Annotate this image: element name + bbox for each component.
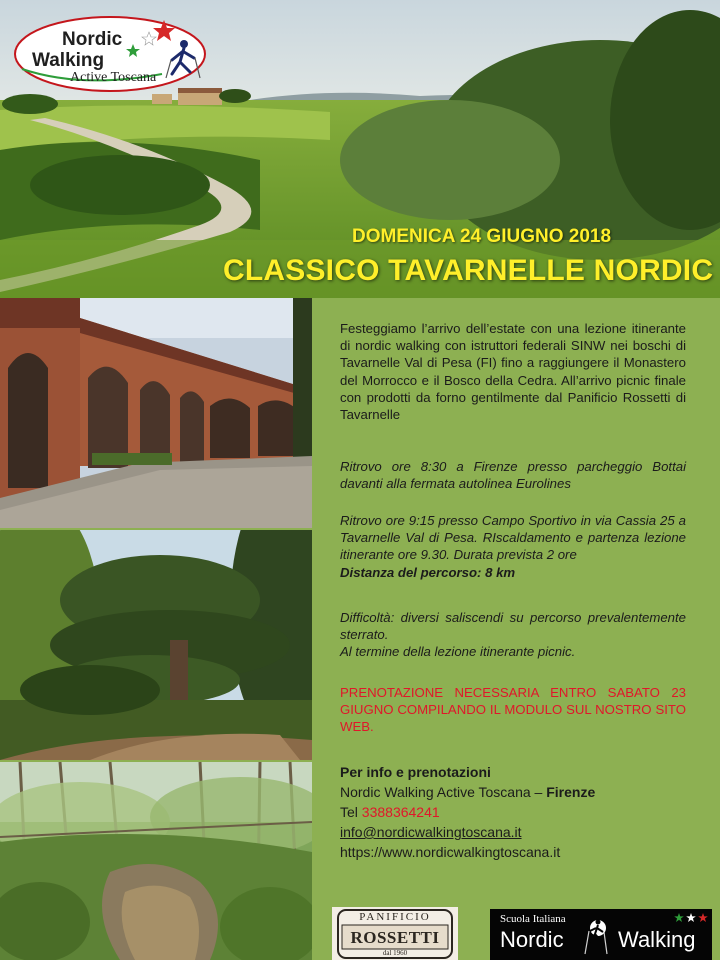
contact-phone [340, 802, 686, 822]
walker-icon [576, 914, 616, 958]
woodland-stream-photo [0, 762, 312, 960]
tricolor-stars-icon [674, 913, 710, 923]
scuola-italiana-nordic-walking-logo [490, 909, 712, 960]
logo-text-walking: Walking [32, 50, 105, 71]
website-url[interactable]: https://www.nordicwalkingtoscana.it [340, 844, 561, 860]
meeting-point-florence: Ritrovo ore 8:30 a Firenze presso parcheggio Bottai davanti alla fermata autolinea Eurolines [340, 459, 686, 492]
monastery-cloister-photo [0, 298, 312, 528]
stream-illustration [0, 762, 312, 960]
event-description: Festeggiamo l’arrivo dell’estate con una lezione itinerante di nordic walking con istruttori federali SINW nei boschi di Tavarnelle Val di Pesa (FI) fino a raggiungere il Monastero del Morrocco e il Bosco della Cedra. All’arrivo picnic finale con prodotti da forno gentilmente dal Panificio Rossetti di Tavarnelle [340, 321, 686, 423]
cedar-illustration [0, 530, 312, 760]
bakery-est-text: dal 1960 [382, 949, 408, 957]
cedar-forest-photo [0, 530, 312, 760]
contact-info [340, 762, 686, 862]
meeting-point-tavarnelle [340, 512, 686, 581]
event-title: CLASSICO TAVARNELLE NORDIC [223, 254, 714, 287]
picnic-note: Al termine della lezione itinerante picnic. [340, 644, 576, 660]
bakery-top-text: PANIFICIO [359, 911, 431, 923]
organization-name: Nordic Walking Active Toscana [340, 784, 531, 800]
contact-organization [340, 782, 686, 802]
school-walking-text: Walking [618, 927, 696, 952]
meeting-point-tavarnelle-text: Ritrovo ore 9:15 presso Campo Sportivo in via Cassia 25 a Tavarnelle Val di Pesa. RIscaldamento e partenza lezione itinerante ore 9.30. Durata prevista 2 ore [340, 513, 686, 563]
school-top-text: Scuola Italiana [500, 913, 566, 925]
email-link[interactable]: info@nordicwalkingtoscana.it [340, 824, 522, 840]
organization-city: Firenze [546, 784, 596, 800]
school-nordic-text: Nordic [500, 927, 564, 952]
route-difficulty: Difficoltà: diversi saliscendi su percorso prevalentemente sterrato. [340, 610, 686, 643]
logo-text-nordic: Nordic [62, 29, 123, 50]
phone-number[interactable]: 3388364241 [361, 804, 440, 820]
phone-label: Tel [340, 804, 362, 820]
route-details [340, 609, 686, 661]
cloister-illustration [0, 298, 312, 528]
booking-notice: PRENOTAZIONE NECESSARIA ENTRO SABATO 23 GIUGNO COMPILANDO IL MODULO SUL NOSTRO SITO WEB. [340, 685, 686, 735]
event-date: DOMENICA 24 GIUGNO 2018 [352, 226, 612, 247]
route-distance: Distanza del percorso: 8 km [340, 564, 516, 580]
panificio-rossetti-logo [332, 907, 458, 960]
logo-text-active-toscana: Active Toscana [70, 70, 157, 85]
bakery-name-text: ROSSETTI [350, 928, 440, 947]
contact-heading: Per info e prenotazioni [340, 764, 491, 780]
organization-separator: – [530, 784, 547, 800]
hero-banner [0, 0, 720, 298]
nordic-walking-active-toscana-logo [12, 14, 208, 94]
